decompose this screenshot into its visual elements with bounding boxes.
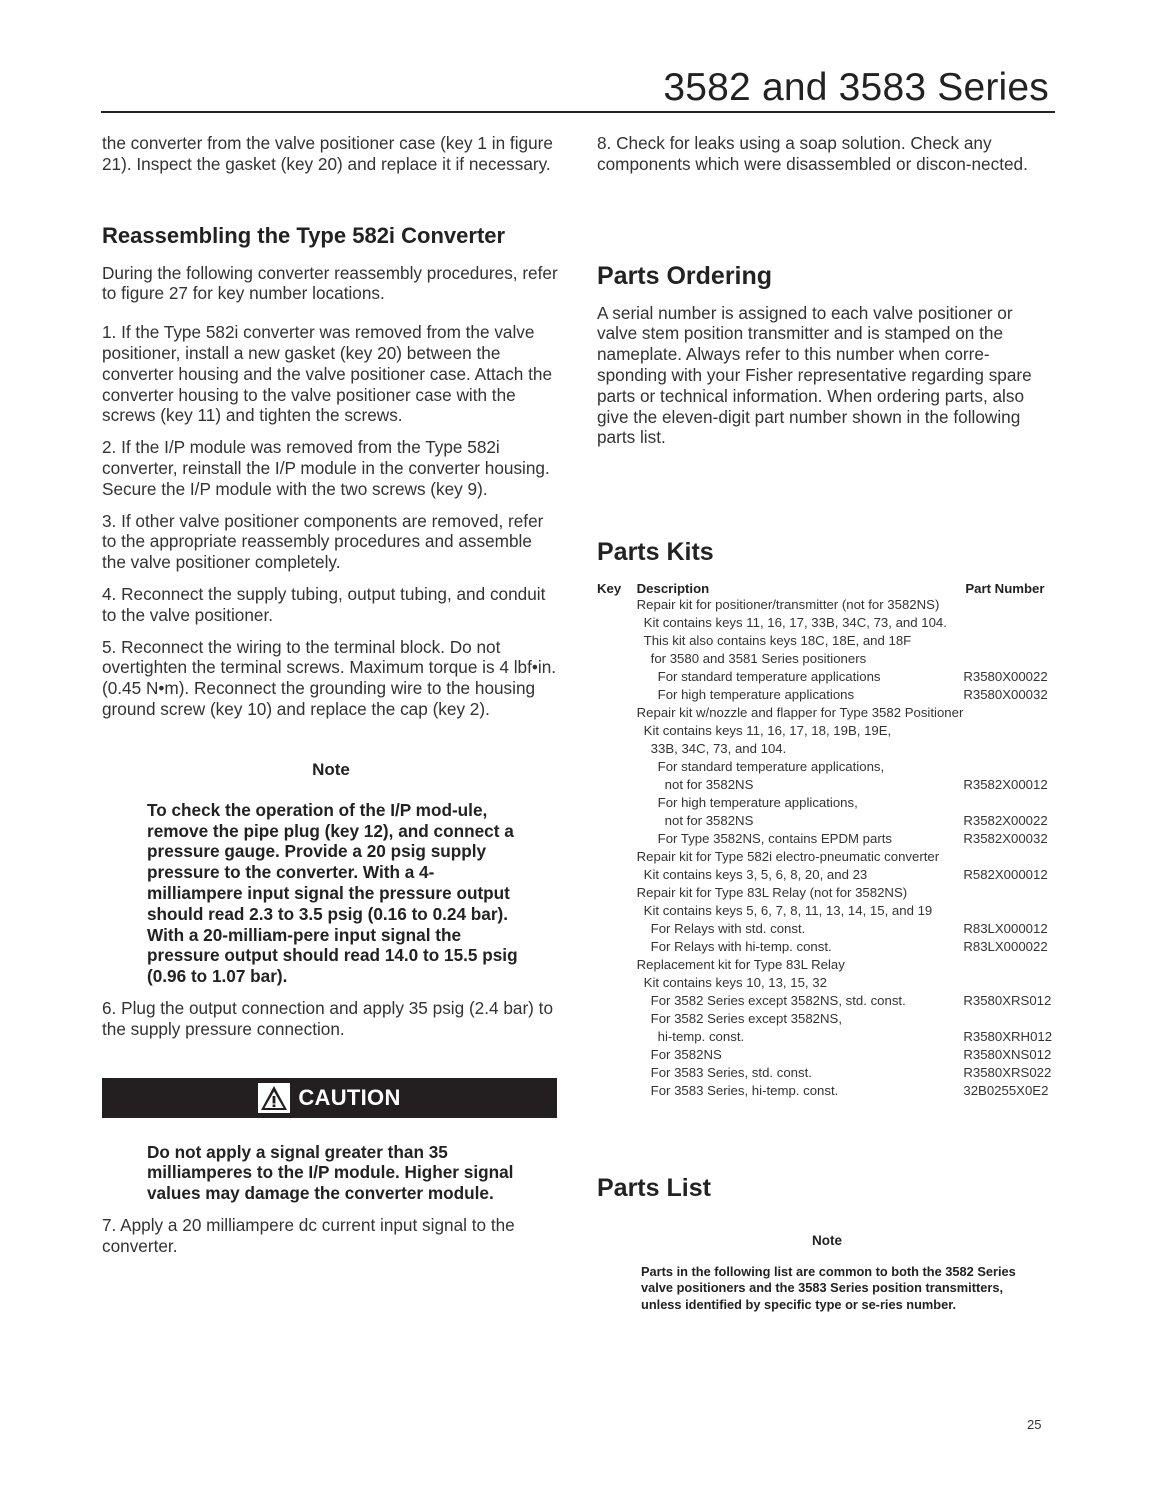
kit-key-cell — [597, 885, 637, 903]
table-row — [597, 705, 1057, 723]
parts-ordering-heading: Parts Ordering — [597, 261, 773, 290]
kit-description-cell: For 3582 Series except 3582NS, std. const. — [650, 993, 906, 1009]
table-row — [597, 903, 1057, 921]
kit-key-cell — [597, 813, 637, 831]
kit-key-cell — [597, 597, 637, 615]
kit-key-cell — [597, 939, 637, 957]
kit-description-cell: Kit contains keys 11, 16, 17, 18, 19B, 19E, — [643, 723, 892, 739]
description-column-header: Description — [636, 580, 710, 596]
parts-list-note-text: Parts in the following list are common to both the 3582 Series valve positioners and the 3583 Series position transmitters, unless identified by specific type or se-ries number. — [641, 1264, 1016, 1312]
table-row — [597, 885, 1057, 903]
kit-key-cell — [597, 759, 637, 777]
kit-key-cell — [597, 705, 637, 723]
table-row — [597, 867, 1057, 885]
kit-key-cell — [597, 633, 637, 651]
kit-key-cell — [597, 1047, 637, 1065]
kit-description-cell: For high temperature applications, — [657, 795, 858, 811]
kit-part-number-cell: R582X000012 — [963, 867, 1048, 883]
kit-part-number-cell — [963, 759, 1057, 777]
page-header-title: 3582 and 3583 Series — [663, 66, 1049, 109]
kit-description-cell: Replacement kit for Type 83L Relay — [636, 957, 845, 973]
kit-description-cell: For high temperature applications — [657, 687, 855, 703]
kit-key-cell — [597, 1065, 637, 1083]
parts-ordering-text: A serial number is assigned to each valve positioner or valve stem position transmitter and is stamped on the nameplate. Always refer to this number when corre-sponding with your Fisher representative regarding spare parts or technical information. When ordering parts, also give the eleven-digit part number shown in the following parts list. — [597, 302, 1032, 448]
table-row — [597, 1029, 1057, 1047]
parts-kits-header-row — [597, 579, 1057, 597]
kit-part-number-cell: R3582X00032 — [963, 831, 1048, 847]
key-column-header: Key — [597, 580, 622, 596]
kit-description-cell: 33B, 34C, 73, and 104. — [650, 741, 787, 757]
kit-description-cell: This kit also contains keys 18C, 18E, and 18F — [643, 633, 912, 649]
kit-key-cell — [597, 669, 637, 687]
step-3: 3. If other valve positioner components are removed, refer to the appropriate reassembly procedures and assemble the valve positioner completely. — [102, 510, 544, 573]
warning-triangle-icon — [258, 1083, 290, 1113]
kit-description-cell: For Relays with hi-temp. const. — [650, 939, 832, 955]
kit-part-number-cell: R83LX000012 — [963, 921, 1048, 937]
kit-key-cell — [597, 849, 637, 867]
kit-part-number-cell — [963, 705, 1057, 723]
table-row — [597, 921, 1057, 939]
kit-part-number-cell — [963, 615, 1057, 633]
reassembling-heading: Reassembling the Type 582i Converter — [102, 222, 506, 248]
kit-part-number-cell — [963, 741, 1057, 759]
kit-key-cell — [597, 615, 637, 633]
kit-description-cell: Repair kit w/nozzle and flapper for Type 3582 Positioner — [636, 705, 964, 721]
table-row — [597, 741, 1057, 759]
kit-description-cell: For Relays with std. const. — [650, 921, 806, 937]
table-row — [597, 795, 1057, 813]
kit-key-cell — [597, 741, 637, 759]
kit-description-cell: Kit contains keys 3, 5, 6, 8, 20, and 23 — [643, 867, 868, 883]
kit-description-cell: Repair kit for positioner/transmitter (not for 3582NS) — [636, 597, 940, 613]
kit-part-number-cell: R3580XRS022 — [963, 1065, 1052, 1081]
kit-description-cell: Kit contains keys 11, 16, 17, 33B, 34C, 73, and 104. — [643, 615, 947, 631]
table-row — [597, 831, 1057, 849]
kit-part-number-cell: R3580XRH012 — [963, 1029, 1053, 1045]
kit-description-cell: For Type 3582NS, contains EPDM parts — [657, 831, 892, 847]
reassembling-intro: During the following converter reassembly procedures, refer to figure 27 for key number locations. — [102, 262, 558, 304]
kit-description-cell: hi-temp. const. — [657, 1029, 745, 1045]
kit-part-number-cell: 32B0255X0E2 — [963, 1083, 1049, 1099]
kit-part-number-cell: R3582X00022 — [963, 813, 1048, 829]
kit-part-number-cell — [963, 723, 1057, 741]
table-row — [597, 633, 1057, 651]
kit-key-cell — [597, 777, 637, 795]
kit-part-number-cell — [963, 975, 1057, 993]
kit-key-cell — [597, 867, 637, 885]
kit-part-number-cell: R3580X00022 — [963, 669, 1048, 685]
kit-key-cell — [597, 795, 637, 813]
table-row — [597, 687, 1057, 705]
kit-key-cell — [597, 687, 637, 705]
kit-part-number-cell: R3582X00012 — [963, 777, 1048, 793]
note-label: Note — [312, 759, 350, 779]
table-row — [597, 1047, 1057, 1065]
parts-kits-table — [597, 579, 1057, 1101]
table-row — [597, 939, 1057, 957]
kit-part-number-cell: R3580XNS012 — [963, 1047, 1052, 1063]
step-1: 1. If the Type 582i converter was removed from the valve positioner, install a new gasket (key 20) between the converter housing and the valve positioner case. Attach the converter housing to the valve positioner case with the screws (key 11) and tighten the screws. — [102, 322, 553, 426]
caution-label: CAUTION — [298, 1084, 401, 1110]
caution-banner — [102, 1078, 557, 1118]
kit-description-cell: For 3582 Series except 3582NS, — [650, 1011, 842, 1027]
table-row — [597, 1011, 1057, 1029]
kit-key-cell — [597, 1083, 637, 1101]
kit-part-number-cell — [963, 795, 1057, 813]
step-4: 4. Reconnect the supply tubing, output tubing, and conduit to the valve positioner. — [102, 583, 546, 625]
note-text: To check the operation of the I/P mod-ule, remove the pipe plug (key 12), and connect a pressure gauge. Provide a 20 psig supply pressure to the converter. With a 4-milliampere input signal the pressure output should read 2.3 to 3.5 psig (0.16 to 0.24 bar). With a 20-milliam-pere input signal the pressure output should read 14.0 to 15.5 psig (0.96 to 1.07 bar). — [147, 799, 518, 987]
table-row — [597, 849, 1057, 867]
kit-key-cell — [597, 975, 637, 993]
kit-key-cell — [597, 1011, 637, 1029]
kit-key-cell — [597, 651, 637, 669]
intro-paragraph: the converter from the valve positioner case (key 1 in figure 21). Inspect the gasket (key 20) and replace it if necessary. — [102, 133, 553, 174]
kit-part-number-cell — [963, 633, 1057, 651]
table-row — [597, 669, 1057, 687]
kit-key-cell — [597, 921, 637, 939]
kit-description-cell: Kit contains keys 10, 13, 15, 32 — [643, 975, 827, 991]
parts-list-note-label: Note — [812, 1233, 842, 1249]
parts-kits-heading: Parts Kits — [597, 538, 714, 567]
step-6: 6. Plug the output connection and apply 35 psig (2.4 bar) to the supply pressure connection. — [102, 997, 554, 1039]
kit-key-cell — [597, 903, 637, 921]
kit-part-number-cell — [963, 651, 1057, 669]
table-row — [597, 975, 1057, 993]
kit-description-cell: For standard temperature applications — [657, 669, 881, 685]
step-7: 7. Apply a 20 milliampere dc current input signal to the converter. — [102, 1214, 515, 1256]
kit-description-cell: For standard temperature applications, — [657, 759, 885, 775]
kit-key-cell — [597, 831, 637, 849]
kit-part-number-cell: R83LX000022 — [963, 939, 1048, 955]
table-row — [597, 1083, 1057, 1101]
table-row — [597, 597, 1057, 615]
kit-part-number-cell — [963, 597, 1057, 615]
kit-part-number-cell — [963, 957, 1057, 975]
step-5: 5. Reconnect the wiring to the terminal block. Do not overtighten the terminal screws. Maximum torque is 4 lbf•in. (0.45 N•m). Reconnect the grounding wire to the housing ground screw (key 10) and replace the cap (key 2). — [102, 636, 557, 719]
table-row — [597, 777, 1057, 795]
table-row — [597, 813, 1057, 831]
right-column — [597, 133, 1057, 1313]
part-number-column-header: Part Number — [965, 580, 1045, 596]
table-row — [597, 993, 1057, 1011]
page-number: 25 — [1027, 1417, 1042, 1432]
kit-description-cell: For 3582NS — [650, 1047, 722, 1063]
kit-part-number-cell: R3580X00032 — [963, 687, 1048, 703]
table-row — [597, 759, 1057, 777]
parts-list-heading: Parts List — [597, 1174, 711, 1203]
parts-kits-body — [597, 597, 1057, 1101]
kit-description-cell: For 3583 Series, hi-temp. const. — [650, 1083, 839, 1099]
kit-description-cell: Kit contains keys 5, 6, 7, 8, 11, 13, 14, 15, and 19 — [643, 903, 933, 919]
step-8: 8. Check for leaks using a soap solution. Check any components which were disassembled or discon-nected. — [597, 133, 1028, 174]
header-rule — [101, 111, 1055, 113]
kit-part-number-cell — [963, 885, 1057, 903]
kit-description-cell: Repair kit for Type 83L Relay (not for 3582NS) — [636, 885, 908, 901]
kit-description-cell: for 3580 and 3581 Series positioners — [650, 651, 867, 667]
table-row — [597, 723, 1057, 741]
table-row — [597, 957, 1057, 975]
kit-description-cell: Repair kit for Type 582i electro-pneumatic converter — [636, 849, 940, 865]
caution-text: Do not apply a signal greater than 35 milliamperes to the I/P module. Higher signal values may damage the converter module. — [147, 1141, 514, 1204]
kit-part-number-cell: R3580XRS012 — [963, 993, 1052, 1009]
kit-key-cell — [597, 993, 637, 1011]
kit-key-cell — [597, 1029, 637, 1047]
table-row — [597, 615, 1057, 633]
kit-key-cell — [597, 723, 637, 741]
kit-part-number-cell — [963, 1011, 1057, 1029]
kit-part-number-cell — [963, 903, 1057, 921]
table-row — [597, 1065, 1057, 1083]
left-column — [102, 133, 560, 1256]
kit-description-cell: not for 3582NS — [664, 777, 754, 793]
kit-description-cell: For 3583 Series, std. const. — [650, 1065, 812, 1081]
step-2: 2. If the I/P module was removed from the Type 582i converter, reinstall the I/P module in the converter housing. Secure the I/P module with the two screws (key 9). — [102, 437, 550, 499]
kit-key-cell — [597, 957, 637, 975]
table-row — [597, 651, 1057, 669]
kit-description-cell: not for 3582NS — [664, 813, 754, 829]
kit-part-number-cell — [963, 849, 1057, 867]
